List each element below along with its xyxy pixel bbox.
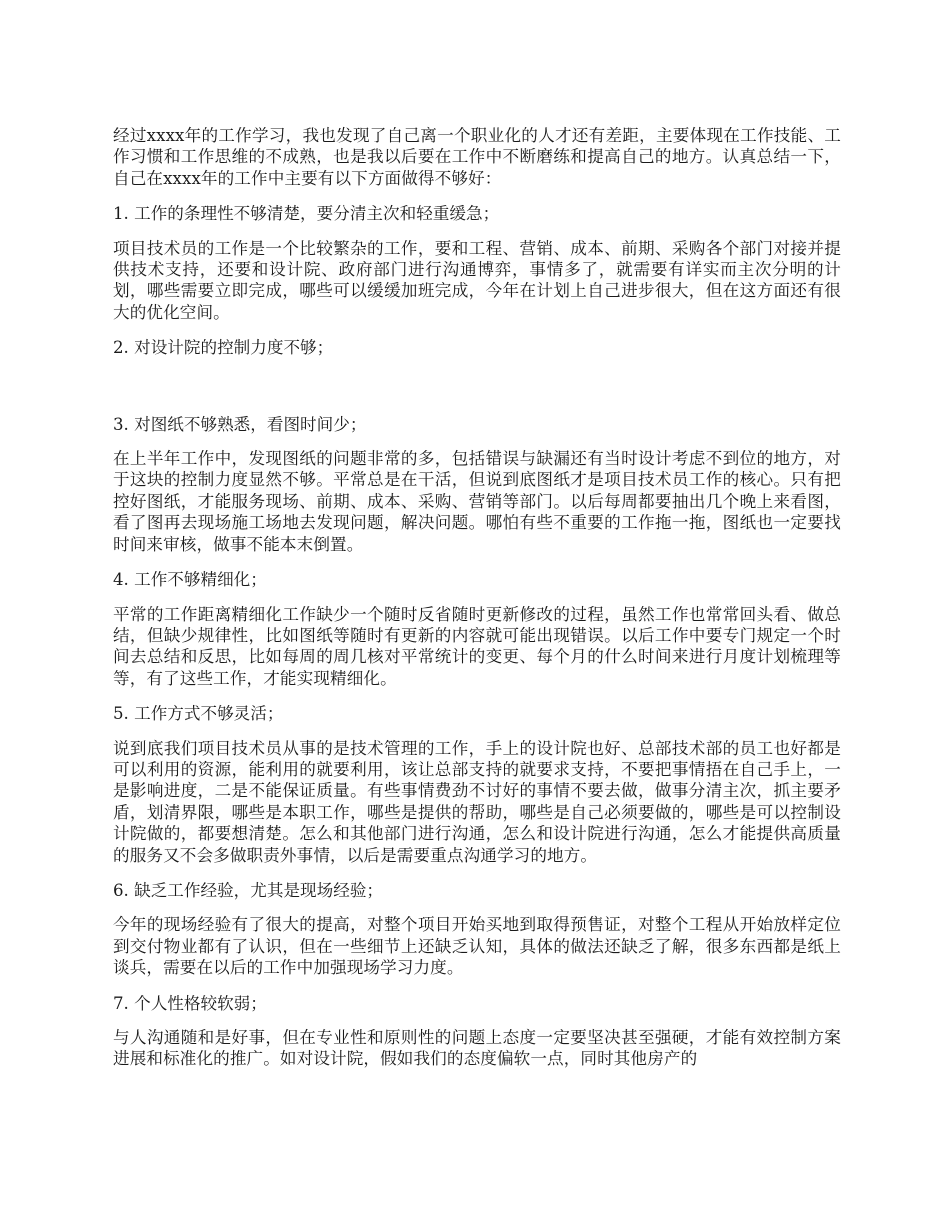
section-heading-5: 5. 工作方式不够灵活；: [113, 704, 284, 724]
section-body-6: 今年的现场经验有了很大的提高，对整个项目开始买地到取得预售证，对整个工程从开始放样定位到交付物业都有了认识，但在一些细节上还缺乏认知，具体的做法还缺乏了解，很多东西都是纸上谈兵，需要在以后的工作中加强现场学习力度。: [113, 915, 841, 978]
section-heading-6: 6. 缺乏工作经验，尤其是现场经验；: [113, 880, 384, 900]
section-heading-3: 3. 对图纸不够熟悉，看图时间少；: [113, 414, 367, 434]
section-body-1: 项目技术员的工作是一个比较繁杂的工作，要和工程、营销、成本、前期、采购各个部门对接并提供技术支持，还要和设计院、政府部门进行沟通博弈，事情多了，就需要有详实而主次分明的计划，哪些需要立即完成，哪些可以缓缓加班完成，今年在计划上自己进步很大，但在这方面还有很大的优化空间。: [113, 238, 841, 322]
section-heading-4: 4. 工作不够精细化；: [113, 570, 267, 590]
document-page: [113, 125, 841, 1084]
section-body-5: 说到底我们项目技术员从事的是技术管理的工作，手上的设计院也好、总部技术部的员工也好都是可以利用的资源，能利用的就要利用，该让总部支持的就要求支持，不要把事情捂在自己手上，一是影响进度，二是不能保证质量。有些事情费劲不讨好的事情不要去做，做事分清主次，抓主要矛盾，划清界限，哪些是本职工作，哪些是提供的帮助，哪些是自己必须要做的，哪些是可以控制设计院做的，都要想清楚。怎么和其他部门进行沟通，怎么和设计院进行沟通，怎么才能提供高质量的服务又不会多做职责外事情，以后是需要重点沟通学习的地方。: [113, 738, 841, 865]
intro-paragraph: 经过xxxx年的工作学习，我也发现了自己离一个职业化的人才还有差距，主要体现在工作技能、工作习惯和工作思维的不成熟，也是我以后要在工作中不断磨练和提高自己的地方。认真总结一下，自己在xxxx年的工作中主要有以下方面做得不够好：: [113, 126, 841, 188]
section-heading-1: 1. 工作的条理性不够清楚，要分清主次和轻重缓急；: [113, 204, 500, 224]
blank-space: [113, 372, 841, 414]
section-heading-2: 2. 对设计院的控制力度不够；: [113, 338, 334, 358]
section-heading-7: 7. 个人性格较软弱；: [113, 993, 267, 1013]
section-body-3: 在上半年工作中，发现图纸的问题非常的多，包括错误与缺漏还有当时设计考虑不到位的地方，对于这块的控制力度显然不够。平常总是在干活，但说到底图纸才是项目技术员工作的核心。只有把控好图纸，才能服务现场、前期、成本、采购、营销等部门。以后每周都要抽出几个晚上来看图，看了图再去现场施工场地去发现问题，解决问题。哪怕有些不重要的工作拖一拖，图纸也一定要找时间来审核，做事不能本末倒置。: [113, 449, 841, 554]
section-body-7: 与人沟通随和是好事，但在专业性和原则性的问题上态度一定要坚决甚至强硬，才能有效控制方案进展和标准化的推广。如对设计院，假如我们的态度偏软一点，同时其他房产的: [113, 1028, 841, 1069]
section-body-4: 平常的工作距离精细化工作缺少一个随时反省随时更新修改的过程，虽然工作也常常回头看、做总结，但缺少规律性，比如图纸等随时有更新的内容就可能出现错误。以后工作中要专门规定一个时间去总结和反思，比如每周的周几核对平常统计的变更、每个月的什么时间来进行月度计划梳理等等，有了这些工作，才能实现精细化。: [113, 604, 841, 688]
